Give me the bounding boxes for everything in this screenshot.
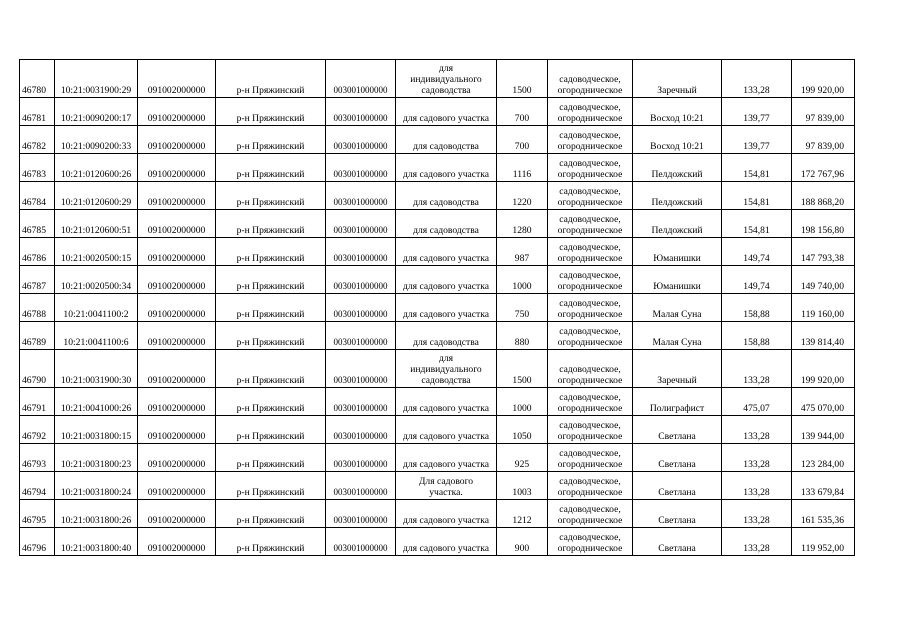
specific-value-cell: 139,77: [722, 126, 792, 154]
table-row: [20, 238, 855, 266]
permitted-use-cell: [396, 416, 497, 444]
specific-value-cell: 133,28: [722, 60, 792, 98]
permitted-use-line: для: [438, 63, 454, 74]
okato-code-cell: 091002000000: [138, 416, 216, 444]
usage-code-cell: 003001000000: [326, 238, 396, 266]
category-cell: [548, 350, 633, 388]
locality-cell: Светлана: [633, 528, 722, 556]
area-cell: 1280: [497, 210, 548, 238]
locality-cell: Пелдожский: [633, 210, 722, 238]
record-number-cell: 46787: [20, 266, 55, 294]
record-number-cell: 46794: [20, 472, 55, 500]
permitted-use-line: садоводства: [421, 85, 471, 96]
specific-value-cell: 139,77: [722, 98, 792, 126]
category-cell: [548, 98, 633, 126]
permitted-use-line: для садового участка: [402, 431, 490, 442]
district-cell: р-н Пряжинский: [216, 60, 326, 98]
permitted-use-line: для садоводства: [413, 197, 479, 208]
category-cell: [548, 154, 633, 182]
specific-value-cell: 149,74: [722, 266, 792, 294]
category-line: садоводческое,: [559, 102, 621, 113]
category-line: садоводческое,: [559, 130, 621, 141]
okato-code-cell: 091002000000: [138, 210, 216, 238]
cadastral-number-cell: 10:21:0041100:6: [55, 322, 138, 350]
cadastral-number-cell: 10:21:0020500:34: [55, 266, 138, 294]
category-line: огородническое: [557, 169, 623, 180]
district-cell: р-н Пряжинский: [216, 266, 326, 294]
specific-value-cell: 149,74: [722, 238, 792, 266]
locality-cell: Малая Суна: [633, 294, 722, 322]
permitted-use-cell: [396, 322, 497, 350]
cadastral-number-cell: 10:21:0031800:40: [55, 528, 138, 556]
permitted-use-line: для садового участка: [402, 169, 490, 180]
category-cell: [548, 322, 633, 350]
district-cell: р-н Пряжинский: [216, 500, 326, 528]
okato-code-cell: 091002000000: [138, 444, 216, 472]
table-row: [20, 350, 855, 388]
cadastral-number-cell: 10:21:0120600:51: [55, 210, 138, 238]
locality-cell: Юманишки: [633, 238, 722, 266]
category-line: садоводческое,: [559, 504, 621, 515]
table-row: [20, 60, 855, 98]
specific-value-cell: 133,28: [722, 416, 792, 444]
category-cell: [548, 416, 633, 444]
district-cell: р-н Пряжинский: [216, 472, 326, 500]
cadastral-value-cell: 172 767,96: [792, 154, 855, 182]
permitted-use-cell: [396, 350, 497, 388]
category-line: садоводческое,: [559, 270, 621, 281]
locality-cell: Юманишки: [633, 266, 722, 294]
permitted-use-line: для садоводства: [413, 225, 479, 236]
cadastral-number-cell: 10:21:0120600:29: [55, 182, 138, 210]
category-line: садоводческое,: [559, 392, 621, 403]
category-line: садоводческое,: [559, 420, 621, 431]
category-line: огородническое: [557, 253, 623, 264]
category-cell: [548, 444, 633, 472]
okato-code-cell: 091002000000: [138, 388, 216, 416]
permitted-use-line: для садового участка: [402, 403, 490, 414]
specific-value-cell: 154,81: [722, 210, 792, 238]
cadastral-value-cell: 97 839,00: [792, 126, 855, 154]
cadastral-number-cell: 10:21:0031900:30: [55, 350, 138, 388]
cadastral-value-cell: 119 160,00: [792, 294, 855, 322]
record-number-cell: 46780: [20, 60, 55, 98]
district-cell: р-н Пряжинский: [216, 416, 326, 444]
table-row: [20, 472, 855, 500]
category-line: огородническое: [557, 85, 623, 96]
cadastral-value-cell: 188 868,20: [792, 182, 855, 210]
usage-code-cell: 003001000000: [326, 154, 396, 182]
district-cell: р-н Пряжинский: [216, 322, 326, 350]
okato-code-cell: 091002000000: [138, 294, 216, 322]
cadastral-value-cell: 198 156,80: [792, 210, 855, 238]
okato-code-cell: 091002000000: [138, 154, 216, 182]
district-cell: р-н Пряжинский: [216, 182, 326, 210]
category-line: огородническое: [557, 281, 623, 292]
record-number-cell: 46783: [20, 154, 55, 182]
category-line: огородническое: [557, 487, 623, 498]
district-cell: р-н Пряжинский: [216, 444, 326, 472]
area-cell: 1116: [497, 154, 548, 182]
category-line: огородническое: [557, 403, 623, 414]
area-cell: 1500: [497, 350, 548, 388]
specific-value-cell: 158,88: [722, 322, 792, 350]
permitted-use-line: индивидуального: [410, 364, 482, 375]
category-line: садоводческое,: [559, 326, 621, 337]
area-cell: 880: [497, 322, 548, 350]
permitted-use-line: участка.: [429, 487, 463, 498]
usage-code-cell: 003001000000: [326, 182, 396, 210]
table-body: [20, 60, 855, 556]
specific-value-cell: 133,28: [722, 472, 792, 500]
locality-cell: Светлана: [633, 416, 722, 444]
record-number-cell: 46795: [20, 500, 55, 528]
record-number-cell: 46782: [20, 126, 55, 154]
cadastral-number-cell: 10:21:0120600:26: [55, 154, 138, 182]
permitted-use-cell: [396, 472, 497, 500]
record-number-cell: 46792: [20, 416, 55, 444]
specific-value-cell: 133,28: [722, 444, 792, 472]
permitted-use-line: для садоводства: [413, 141, 479, 152]
table-row: [20, 388, 855, 416]
district-cell: р-н Пряжинский: [216, 238, 326, 266]
table-row: [20, 182, 855, 210]
district-cell: р-н Пряжинский: [216, 388, 326, 416]
okato-code-cell: 091002000000: [138, 350, 216, 388]
area-cell: 1003: [497, 472, 548, 500]
permitted-use-line: для садового участка: [402, 113, 490, 124]
category-cell: [548, 126, 633, 154]
cadastral-number-cell: 10:21:0031800:23: [55, 444, 138, 472]
okato-code-cell: 091002000000: [138, 98, 216, 126]
category-line: огородническое: [557, 431, 623, 442]
usage-code-cell: 003001000000: [326, 210, 396, 238]
area-cell: 925: [497, 444, 548, 472]
category-line: огородническое: [557, 337, 623, 348]
table-row: [20, 294, 855, 322]
record-number-cell: 46786: [20, 238, 55, 266]
permitted-use-cell: [396, 98, 497, 126]
area-cell: 700: [497, 126, 548, 154]
permitted-use-line: Для садового: [418, 476, 474, 487]
record-number-cell: 46784: [20, 182, 55, 210]
area-cell: 1000: [497, 266, 548, 294]
district-cell: р-н Пряжинский: [216, 528, 326, 556]
cadastral-value-cell: 133 679,84: [792, 472, 855, 500]
permitted-use-cell: [396, 444, 497, 472]
table-row: [20, 528, 855, 556]
permitted-use-line: для садового участка: [402, 309, 490, 320]
permitted-use-line: садоводства: [421, 375, 471, 386]
permitted-use-line: для садоводства: [413, 337, 479, 348]
record-number-cell: 46785: [20, 210, 55, 238]
cadastral-number-cell: 10:21:0090200:17: [55, 98, 138, 126]
permitted-use-line: для садового участка: [402, 515, 490, 526]
district-cell: р-н Пряжинский: [216, 294, 326, 322]
area-cell: 900: [497, 528, 548, 556]
table-row: [20, 444, 855, 472]
permitted-use-cell: [396, 182, 497, 210]
specific-value-cell: 158,88: [722, 294, 792, 322]
category-line: садоводческое,: [559, 364, 621, 375]
cadastral-value-cell: 475 070,00: [792, 388, 855, 416]
usage-code-cell: 003001000000: [326, 472, 396, 500]
category-line: огородническое: [557, 225, 623, 236]
okato-code-cell: 091002000000: [138, 528, 216, 556]
usage-code-cell: 003001000000: [326, 444, 396, 472]
cadastral-value-cell: 199 920,00: [792, 350, 855, 388]
category-line: огородническое: [557, 113, 623, 124]
permitted-use-line: для садового участка: [402, 543, 490, 554]
area-cell: 1050: [497, 416, 548, 444]
locality-cell: Заречный: [633, 60, 722, 98]
category-cell: [548, 388, 633, 416]
cadastral-value-cell: 139 944,00: [792, 416, 855, 444]
cadastral-value-cell: 149 740,00: [792, 266, 855, 294]
cadastral-value-cell: 161 535,36: [792, 500, 855, 528]
area-cell: 1000: [497, 388, 548, 416]
okato-code-cell: 091002000000: [138, 182, 216, 210]
category-cell: [548, 472, 633, 500]
locality-cell: Восход 10:21: [633, 98, 722, 126]
table-row: [20, 154, 855, 182]
record-number-cell: 46793: [20, 444, 55, 472]
permitted-use-cell: [396, 154, 497, 182]
usage-code-cell: 003001000000: [326, 350, 396, 388]
district-cell: р-н Пряжинский: [216, 210, 326, 238]
record-number-cell: 46788: [20, 294, 55, 322]
category-cell: [548, 500, 633, 528]
okato-code-cell: 091002000000: [138, 500, 216, 528]
specific-value-cell: 154,81: [722, 182, 792, 210]
table-row: [20, 210, 855, 238]
district-cell: р-н Пряжинский: [216, 98, 326, 126]
area-cell: 1220: [497, 182, 548, 210]
permitted-use-line: для садового участка: [402, 459, 490, 470]
category-line: огородническое: [557, 197, 623, 208]
cadastral-value-cell: 199 920,00: [792, 60, 855, 98]
category-cell: [548, 238, 633, 266]
okato-code-cell: 091002000000: [138, 322, 216, 350]
category-line: садоводческое,: [559, 448, 621, 459]
specific-value-cell: 133,28: [722, 528, 792, 556]
permitted-use-cell: [396, 500, 497, 528]
usage-code-cell: 003001000000: [326, 98, 396, 126]
permitted-use-line: индивидуального: [410, 74, 482, 85]
permitted-use-cell: [396, 388, 497, 416]
area-cell: 1212: [497, 500, 548, 528]
category-line: огородническое: [557, 375, 623, 386]
category-line: садоводческое,: [559, 532, 621, 543]
cadastral-number-cell: 10:21:0041100:2: [55, 294, 138, 322]
category-line: садоводческое,: [559, 186, 621, 197]
category-cell: [548, 294, 633, 322]
district-cell: р-н Пряжинский: [216, 350, 326, 388]
cadastral-number-cell: 10:21:0031800:15: [55, 416, 138, 444]
usage-code-cell: 003001000000: [326, 416, 396, 444]
permitted-use-cell: [396, 126, 497, 154]
category-line: садоводческое,: [559, 158, 621, 169]
cadastral-value-cell: 139 814,40: [792, 322, 855, 350]
usage-code-cell: 003001000000: [326, 60, 396, 98]
record-number-cell: 46796: [20, 528, 55, 556]
category-line: огородническое: [557, 459, 623, 470]
category-line: огородническое: [557, 309, 623, 320]
category-line: садоводческое,: [559, 74, 621, 85]
locality-cell: Светлана: [633, 472, 722, 500]
specific-value-cell: 154,81: [722, 154, 792, 182]
category-line: садоводческое,: [559, 476, 621, 487]
locality-cell: Светлана: [633, 500, 722, 528]
category-cell: [548, 182, 633, 210]
locality-cell: Малая Суна: [633, 322, 722, 350]
category-cell: [548, 60, 633, 98]
cadastral-number-cell: 10:21:0041000:26: [55, 388, 138, 416]
cadastral-number-cell: 10:21:0031900:29: [55, 60, 138, 98]
cadastral-value-cell: 119 952,00: [792, 528, 855, 556]
district-cell: р-н Пряжинский: [216, 154, 326, 182]
record-number-cell: 46790: [20, 350, 55, 388]
okato-code-cell: 091002000000: [138, 126, 216, 154]
category-cell: [548, 266, 633, 294]
locality-cell: Восход 10:21: [633, 126, 722, 154]
permitted-use-line: для: [438, 353, 454, 364]
category-line: садоводческое,: [559, 242, 621, 253]
permitted-use-cell: [396, 60, 497, 98]
permitted-use-cell: [396, 266, 497, 294]
okato-code-cell: 091002000000: [138, 472, 216, 500]
specific-value-cell: 133,28: [722, 350, 792, 388]
category-cell: [548, 528, 633, 556]
cadastral-number-cell: 10:21:0031800:24: [55, 472, 138, 500]
locality-cell: Полиграфист: [633, 388, 722, 416]
district-cell: р-н Пряжинский: [216, 126, 326, 154]
table-row: [20, 98, 855, 126]
cadastral-value-cell: 123 284,00: [792, 444, 855, 472]
permitted-use-line: для садового участка: [402, 253, 490, 264]
usage-code-cell: 003001000000: [326, 388, 396, 416]
specific-value-cell: 475,07: [722, 388, 792, 416]
permitted-use-cell: [396, 210, 497, 238]
table-row: [20, 416, 855, 444]
area-cell: 700: [497, 98, 548, 126]
record-number-cell: 46781: [20, 98, 55, 126]
specific-value-cell: 133,28: [722, 500, 792, 528]
land-plots-table: [19, 59, 855, 556]
category-line: садоводческое,: [559, 214, 621, 225]
permitted-use-cell: [396, 528, 497, 556]
usage-code-cell: 003001000000: [326, 294, 396, 322]
record-number-cell: 46789: [20, 322, 55, 350]
permitted-use-cell: [396, 238, 497, 266]
cadastral-number-cell: 10:21:0031800:26: [55, 500, 138, 528]
usage-code-cell: 003001000000: [326, 528, 396, 556]
cadastral-value-cell: 147 793,38: [792, 238, 855, 266]
usage-code-cell: 003001000000: [326, 266, 396, 294]
category-line: садоводческое,: [559, 298, 621, 309]
permitted-use-line: для садового участка: [402, 281, 490, 292]
table-row: [20, 126, 855, 154]
area-cell: 987: [497, 238, 548, 266]
usage-code-cell: 003001000000: [326, 500, 396, 528]
table-row: [20, 500, 855, 528]
locality-cell: Светлана: [633, 444, 722, 472]
table-row: [20, 322, 855, 350]
okato-code-cell: 091002000000: [138, 238, 216, 266]
category-line: огородническое: [557, 515, 623, 526]
locality-cell: Заречный: [633, 350, 722, 388]
okato-code-cell: 091002000000: [138, 60, 216, 98]
category-line: огородническое: [557, 543, 623, 554]
category-cell: [548, 210, 633, 238]
cadastral-number-cell: 10:21:0090200:33: [55, 126, 138, 154]
table-row: [20, 266, 855, 294]
cadastral-number-cell: 10:21:0020500:15: [55, 238, 138, 266]
record-number-cell: 46791: [20, 388, 55, 416]
area-cell: 750: [497, 294, 548, 322]
cadastral-value-cell: 97 839,00: [792, 98, 855, 126]
locality-cell: Пелдожский: [633, 154, 722, 182]
usage-code-cell: 003001000000: [326, 126, 396, 154]
locality-cell: Пелдожский: [633, 182, 722, 210]
usage-code-cell: 003001000000: [326, 322, 396, 350]
category-line: огородническое: [557, 141, 623, 152]
okato-code-cell: 091002000000: [138, 266, 216, 294]
permitted-use-cell: [396, 294, 497, 322]
area-cell: 1500: [497, 60, 548, 98]
